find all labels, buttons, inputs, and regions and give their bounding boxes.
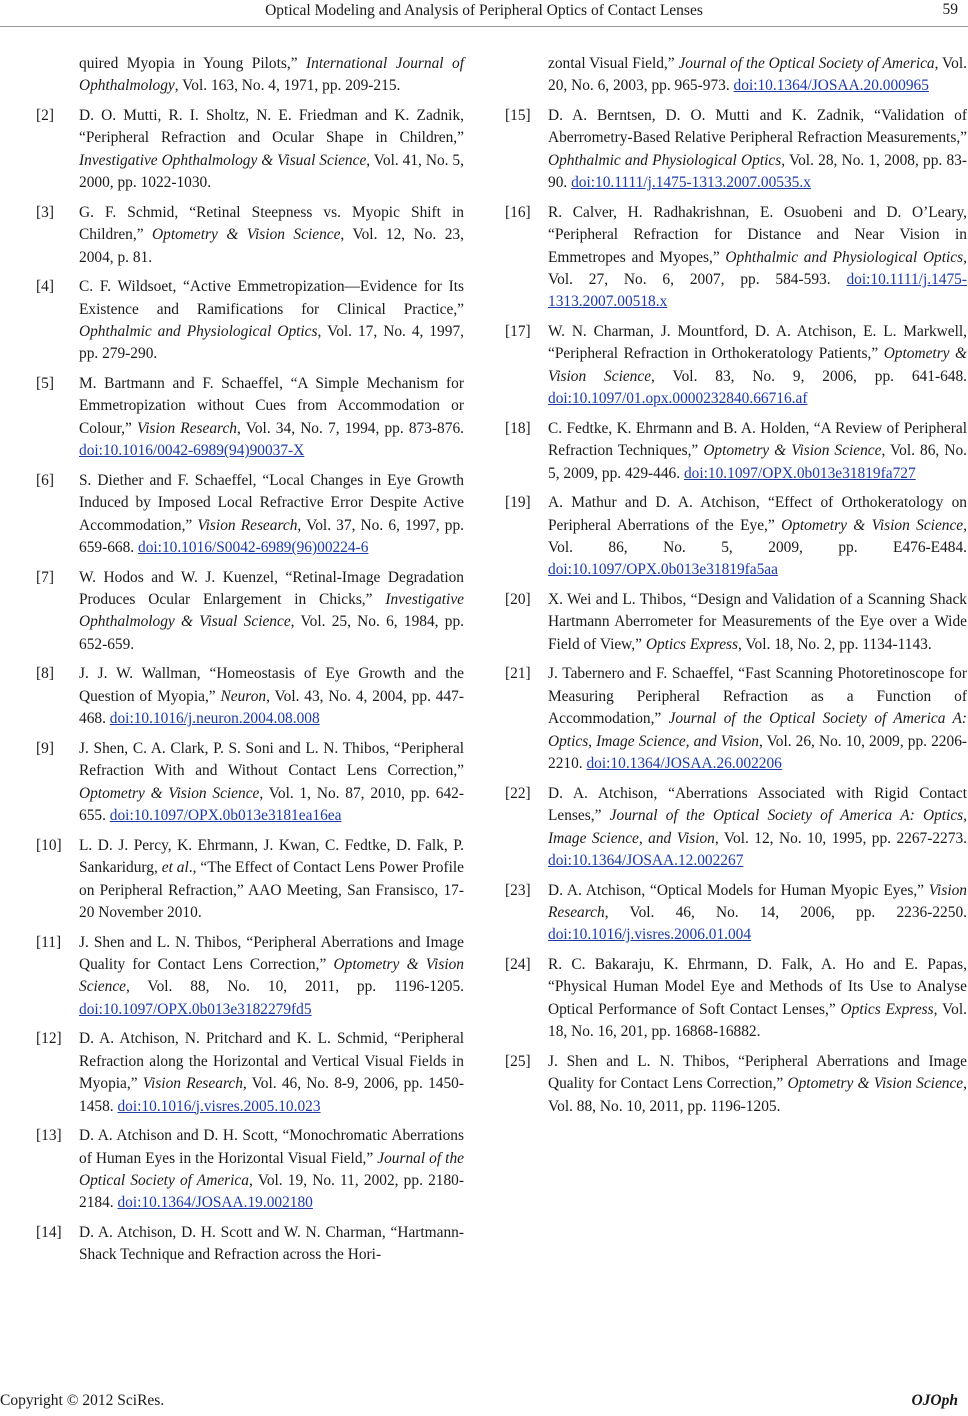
reference-item xyxy=(36,373,464,463)
reference-details: , Vol. 26, No. 10, 2009, pp. 2206-2210. xyxy=(548,732,968,773)
reference-column-left xyxy=(36,53,464,1274)
reference-details: , Vol. 46, No. 8-9, 2006, pp. 1450-1458. xyxy=(79,1075,464,1115)
reference-number: [18] xyxy=(505,419,531,437)
reference-details: , Vol. 88, No. 10, 2011, pp. 1196-1205. xyxy=(548,1075,967,1115)
reference-item xyxy=(36,276,464,366)
reference-text: M. Bartmann and F. Schaeffel, “A Simple Mechanism for Emmetropization without Cues from Accommodation or Colour,” xyxy=(79,375,464,437)
reference-number: [20] xyxy=(505,591,531,609)
journal-name: Neuron xyxy=(220,687,267,705)
reference-text: D. A. Atchison, “Optical Models for Human Myopic Eyes,” xyxy=(548,881,929,899)
reference-text: J. J. W. Wallman, “Homeostasis of Eye Growth and the Question of Myopia,” xyxy=(79,665,464,705)
doi-link[interactable]: doi:10.1016/j.visres.2005.10.023 xyxy=(117,1097,321,1115)
reference-list xyxy=(36,105,464,1267)
reference-item xyxy=(505,1051,967,1118)
journal-name: Optometry & Vision Science xyxy=(548,345,967,385)
reference-item xyxy=(505,589,967,656)
reference-text: J. Shen and L. N. Thibos, “Peripheral Aberrations and Image Quality for Contact Lens Correction,” xyxy=(548,1052,967,1093)
page-number: 59 xyxy=(942,1,958,18)
reference-item xyxy=(505,418,967,485)
reference-item xyxy=(36,835,464,925)
journal-name: Ophthalmic and Physiological Optics xyxy=(725,248,964,266)
reference-number: [3] xyxy=(36,203,54,221)
doi-link[interactable]: doi:10.1111/j.1475-1313.2007.00518.x xyxy=(548,271,967,311)
reference-details: , Vol. 25, No. 6, 1984, pp. 652-659. xyxy=(79,613,464,653)
reference-number: [7] xyxy=(36,568,54,586)
reference-item xyxy=(36,470,464,560)
reference-number: [19] xyxy=(505,494,531,512)
reference-item xyxy=(36,202,464,269)
reference-item xyxy=(505,105,967,195)
reference-item xyxy=(505,954,967,1044)
reference-text: D. A. Atchison and D. H. Scott, “Monochromatic Aberrations of Human Eyes in the Horizontal Visual Field,” xyxy=(79,1127,464,1167)
reference-text: G. F. Schmid, “Retinal Steepness vs. Myopic Shift in Children,” xyxy=(79,203,464,244)
reference-details: , Vol. 18, No. 16, 201, pp. 16868-16882. xyxy=(548,1000,967,1041)
continuation-text: quired Myopia in Young Pilots,” xyxy=(79,55,306,72)
journal-name: Journal of the Optical Society of America A: Optics, Image Science, and Vision xyxy=(548,807,967,847)
reference-text: J. Shen, C. A. Clark, P. S. Soni and L. N. Thibos, “Peripheral Refraction With and Without Contact Lens Correction,” xyxy=(79,739,464,780)
reference-number: [16] xyxy=(505,203,531,221)
header-divider xyxy=(0,26,968,27)
reference-item xyxy=(36,932,464,1022)
reference-text: W. N. Charman, J. Mountford, D. A. Atchison, E. L. Markwell, “Peripheral Refraction in Orthokeratology Patients,” xyxy=(548,323,967,363)
doi-link[interactable]: doi:10.1097/01.opx.0000232840.66716.af xyxy=(548,390,808,408)
running-title: Optical Modeling and Analysis of Peripheral Optics of Contact Lenses xyxy=(265,2,703,19)
reference-continuation xyxy=(505,53,967,98)
reference-details: ., “The Effect of Contact Lens Power Profile on Peripheral Refraction,” AAO Meeting, San Fransisco, 17-20 November 2010. xyxy=(79,859,464,921)
journal-name: Optometry & Vision Science xyxy=(152,226,341,244)
journal-name: International Journal of Ophthalmology xyxy=(79,55,464,95)
reference-continuation xyxy=(36,53,464,98)
journal-name: Optometry & Vision Science xyxy=(787,1075,964,1093)
reference-number: [9] xyxy=(36,739,54,757)
reference-text: A. Mathur and D. A. Atchison, “Effect of Orthokeratology on Peripheral Aberrations of the Eye,” xyxy=(548,494,967,534)
continuation-text: , Vol. 20, No. 6, 2003, pp. 965-973. xyxy=(548,55,967,95)
journal-name: Optometry & Vision Science xyxy=(703,442,882,460)
reference-item xyxy=(505,492,967,582)
journal-name: Ophthalmic and Physiological Optics xyxy=(548,151,782,169)
doi-link[interactable]: doi:10.1097/OPX.0b013e3181ea16ea xyxy=(109,807,342,825)
reference-text: D. A. Berntsen, D. O. Mutti and K. Zadnik, “Validation of Aberrometry-Based Relative Peripheral Refraction Measurements,” xyxy=(548,107,967,147)
reference-details: , Vol. 83, No. 9, 2006, pp. 641-648. xyxy=(651,367,968,385)
reference-item xyxy=(505,880,967,947)
reference-item xyxy=(36,738,464,828)
reference-number: [11] xyxy=(36,933,62,951)
journal-name: Journal of the Optical Society of America xyxy=(79,1149,464,1189)
reference-details: , Vol. 17, No. 4, 1997, pp. 279-290. xyxy=(79,323,464,363)
reference-text: D. A. Atchison, “Aberrations Associated with Rigid Contact Lenses,” xyxy=(548,784,967,825)
journal-name: Vision Research xyxy=(142,1075,243,1093)
reference-details: , Vol. 34, No. 7, 1994, pp. 873-876. xyxy=(237,419,464,437)
reference-text: D. O. Mutti, R. I. Sholtz, N. E. Friedman and K. Zadnik, “Peripheral Refraction and Ocular Shape in Children,” xyxy=(79,107,464,147)
doi-link[interactable]: doi:10.1016/0042-6989(94)90037-X xyxy=(79,442,305,460)
journal-name: Journal of the Optical Society of America xyxy=(678,55,935,72)
reference-text: R. Calver, H. Radhakrishnan, E. Osuobeni and D. O’Leary, “Peripheral Refraction for Distance and Near Vision in Emmetropes and Myopes,” xyxy=(548,203,967,266)
reference-text: D. A. Atchison, N. Pritchard and K. L. Schmid, “Peripheral Refraction along the Horizontal and Vertical Visual Fields in Myopia,” xyxy=(79,1030,464,1093)
reference-number: [15] xyxy=(505,107,531,124)
reference-item xyxy=(36,1125,464,1215)
doi-link[interactable]: doi:10.1097/OPX.0b013e31819fa5aa xyxy=(548,561,778,579)
reference-number: [5] xyxy=(36,375,54,393)
journal-name: Optics Express xyxy=(840,1000,934,1018)
reference-text: D. A. Atchison, D. H. Scott and W. N. Charman, “Hartmann-Shack Technique and Refraction across the Hori- xyxy=(79,1223,464,1264)
reference-text: C. F. Wildsoet, “Active Emmetropization—Evidence for Its Existence and Ramifications for Clinical Practice,” xyxy=(79,278,464,318)
reference-number: [17] xyxy=(505,323,531,341)
journal-name: Investigative Ophthalmology & Visual Science xyxy=(79,591,464,631)
reference-number: [21] xyxy=(505,665,531,683)
reference-text: X. Wei and L. Thibos, “Design and Validation of a Scanning Shack Hartmann Aberrometer for Measurements of the Eye over a Wide Field of View,” xyxy=(548,591,967,653)
reference-item xyxy=(36,105,464,195)
reference-number: [4] xyxy=(36,278,54,296)
journal-name: Vision Research xyxy=(548,881,967,921)
journal-name: Optics Express xyxy=(645,635,739,653)
reference-number: [6] xyxy=(36,471,54,489)
doi-link[interactable]: doi:10.1364/JOSAA.26.002206 xyxy=(586,755,782,773)
reference-text: J. Shen and L. N. Thibos, “Peripheral Aberrations and Image Quality for Contact Lens Correction,” xyxy=(79,933,464,973)
reference-details: , Vol. 37, No. 6, 1997, pp. 659-668. xyxy=(79,516,464,557)
reference-number: [25] xyxy=(505,1052,531,1070)
doi-link[interactable]: doi:10.1097/OPX.0b013e3182279fd5 xyxy=(79,1000,312,1018)
reference-item xyxy=(505,321,967,411)
reference-details: , Vol. 41, No. 5, 2000, pp. 1022-1030. xyxy=(79,151,464,192)
reference-text: R. C. Bakaraju, K. Ehrmann, D. Falk, A. Ho and E. Papas, “Physical Human Model Eye and Methods of Its Use to Analyse Optical Performance of Soft Contact Lenses,” xyxy=(548,955,967,1018)
reference-details: , Vol. 88, No. 10, 2011, pp. 1196-1205. xyxy=(126,978,464,996)
reference-details: , Vol. 86, No. 5, 2009, pp. E476-E484. xyxy=(548,516,967,557)
doi-link[interactable]: doi:10.1097/OPX.0b013e31819fa727 xyxy=(683,464,916,482)
journal-name: Optometry & Vision Science xyxy=(79,955,464,996)
reference-details: , Vol. 12, No. 23, 2004, p. 81. xyxy=(79,226,464,266)
doi-link[interactable]: doi:10.1364/JOSAA.20.000965 xyxy=(733,77,929,95)
reference-item xyxy=(36,1222,464,1267)
reference-details: , Vol. 12, No. 10, 1995, pp. 2267-2273. xyxy=(714,829,967,847)
reference-details: , Vol. 27, No. 6, 2007, pp. 584-593. xyxy=(548,248,967,289)
reference-number: [2] xyxy=(36,107,54,124)
journal-abbreviation: OJOph xyxy=(911,1392,958,1409)
reference-details: , Vol. 43, No. 4, 2004, pp. 447-468. xyxy=(79,687,465,728)
reference-number: [8] xyxy=(36,665,54,683)
reference-list xyxy=(505,105,967,1118)
reference-item xyxy=(505,663,967,775)
doi-link[interactable]: doi:10.1364/JOSAA.12.002267 xyxy=(548,851,744,869)
reference-number: [22] xyxy=(505,784,531,802)
doi-link[interactable]: doi:10.1016/S0042-6989(96)00224-6 xyxy=(138,539,369,557)
reference-details: , Vol. 28, No. 1, 2008, pp. 83-90. xyxy=(548,151,967,192)
reference-details: , Vol. 86, No. 5, 2009, pp. 429-446. xyxy=(548,442,967,482)
reference-item xyxy=(36,663,464,730)
doi-link[interactable]: doi:10.1016/j.visres.2006.01.004 xyxy=(548,926,752,944)
reference-details: , Vol. 19, No. 11, 2002, pp. 2180-2184. xyxy=(79,1171,464,1212)
reference-details: , Vol. 46, No. 14, 2006, pp. 2236-2250. xyxy=(604,903,967,921)
reference-number: [10] xyxy=(36,836,62,854)
continuation-text: , Vol. 163, No. 4, 1971, pp. 209-215. xyxy=(174,77,401,95)
reference-text: L. D. J. Percy, K. Ehrmann, J. Kwan, C. Fedtke, D. Falk, P. Sankaridurg, xyxy=(79,836,464,877)
journal-name: Optometry & Vision Science xyxy=(781,516,964,534)
reference-text: C. Fedtke, K. Ehrmann and B. A. Holden, “A Review of Peripheral Refraction Techniques,” xyxy=(548,419,967,460)
journal-name: Optometry & Vision Science xyxy=(79,784,260,802)
journal-name: et al xyxy=(161,859,189,877)
reference-text: W. Hodos and W. J. Kuenzel, “Retinal-Image Degradation Produces Ocular Enlargement in Chicks,” xyxy=(79,568,464,609)
journal-name: Ophthalmic and Physiological Optics xyxy=(79,323,318,341)
reference-number: [13] xyxy=(36,1127,62,1145)
journal-name: Journal of the Optical Society of America A: Optics, Image Science, and Vision xyxy=(548,710,967,750)
reference-item xyxy=(505,783,967,873)
continuation-text: zontal Visual Field,” xyxy=(548,55,679,72)
reference-details: , Vol. 18, No. 2, pp. 1134-1143. xyxy=(738,635,932,653)
journal-name: Investigative Ophthalmology & Visual Science xyxy=(79,151,367,169)
doi-link[interactable]: doi:10.1016/j.neuron.2004.08.008 xyxy=(109,710,320,728)
doi-link[interactable]: doi:10.1364/JOSAA.19.002180 xyxy=(117,1194,313,1212)
reference-text: S. Diether and F. Schaeffel, “Local Changes in Eye Growth Induced by Imposed Local Refractive Error Despite Active Accommodation,” xyxy=(79,471,464,534)
reference-number: [12] xyxy=(36,1030,62,1048)
reference-item xyxy=(505,202,967,314)
reference-item xyxy=(36,1028,464,1118)
journal-name: Vision Research xyxy=(197,516,298,534)
reference-text: J. Tabernero and F. Schaeffel, “Fast Scanning Photoretinoscope for Measuring Peripheral Refraction as a Function of Accommodation,” xyxy=(548,665,967,728)
reference-column-right xyxy=(505,53,967,1125)
reference-number: [24] xyxy=(505,955,531,973)
journal-name: Vision Research xyxy=(136,419,237,437)
doi-link[interactable]: doi:10.1111/j.1475-1313.2007.00535.x xyxy=(571,174,811,192)
reference-details: , Vol. 1, No. 87, 2010, pp. 642-655. xyxy=(79,784,464,825)
reference-item xyxy=(36,567,464,657)
reference-number: [14] xyxy=(36,1223,62,1241)
reference-number: [23] xyxy=(505,881,531,899)
copyright-notice: Copyright © 2012 SciRes. xyxy=(0,1392,165,1409)
